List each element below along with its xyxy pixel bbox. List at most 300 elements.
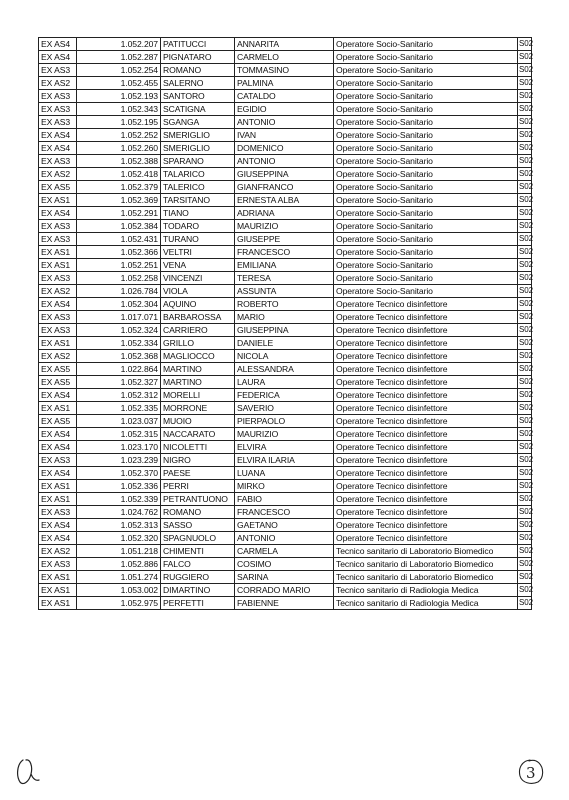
sede-cell: EX AS3	[39, 233, 77, 246]
profilo-cell: Operatore Socio-Sanitario	[334, 194, 518, 207]
codice-cell: S02	[518, 545, 532, 558]
nome-cell: PALMINA	[235, 77, 334, 90]
matricola-cell: 1.052.251	[77, 259, 161, 272]
profilo-cell: Tecnico sanitario di Radiologia Medica	[334, 597, 518, 610]
codice-cell: S02	[518, 584, 532, 597]
table-row	[39, 350, 532, 363]
matricola-cell: 1.052.366	[77, 246, 161, 259]
sede-cell: EX AS5	[39, 363, 77, 376]
sede-cell: EX AS3	[39, 558, 77, 571]
profilo-cell: Operatore Socio-Sanitario	[334, 38, 518, 51]
nome-cell: ANTONIO	[235, 116, 334, 129]
sede-cell: EX AS4	[39, 519, 77, 532]
cognome-cell: SALERNO	[161, 77, 235, 90]
sede-cell: EX AS3	[39, 103, 77, 116]
profilo-cell: Operatore Socio-Sanitario	[334, 142, 518, 155]
matricola-cell: 1.052.343	[77, 103, 161, 116]
nome-cell: CARMELO	[235, 51, 334, 64]
sede-cell: EX AS2	[39, 350, 77, 363]
profilo-cell: Operatore Tecnico disinfettore	[334, 337, 518, 350]
matricola-cell: 1.052.379	[77, 181, 161, 194]
profilo-cell: Operatore Socio-Sanitario	[334, 220, 518, 233]
codice-cell: S02	[518, 363, 532, 376]
sede-cell: EX AS1	[39, 493, 77, 506]
cognome-cell: CARRIERO	[161, 324, 235, 337]
nome-cell: GIANFRANCO	[235, 181, 334, 194]
profilo-cell: Tecnico sanitario di Laboratorio Biomedico	[334, 545, 518, 558]
nome-cell: CARMELA	[235, 545, 334, 558]
nome-cell: CATALDO	[235, 90, 334, 103]
table-row	[39, 116, 532, 129]
cognome-cell: MUOIO	[161, 415, 235, 428]
nome-cell: CORRADO MARIO	[235, 584, 334, 597]
cognome-cell: PATITUCCI	[161, 38, 235, 51]
sede-cell: EX AS3	[39, 506, 77, 519]
cognome-cell: TURANO	[161, 233, 235, 246]
codice-cell: S02	[518, 207, 532, 220]
sede-cell: EX AS2	[39, 285, 77, 298]
profilo-cell: Operatore Tecnico disinfettore	[334, 454, 518, 467]
sede-cell: EX AS4	[39, 428, 77, 441]
table-row	[39, 337, 532, 350]
sede-cell: EX AS3	[39, 454, 77, 467]
cognome-cell: SPAGNUOLO	[161, 532, 235, 545]
codice-cell: S02	[518, 155, 532, 168]
cognome-cell: PETRANTUONO	[161, 493, 235, 506]
table-row	[39, 90, 532, 103]
codice-cell: S02	[518, 246, 532, 259]
table-row	[39, 207, 532, 220]
cognome-cell: BARBAROSSA	[161, 311, 235, 324]
matricola-cell: 1.052.388	[77, 155, 161, 168]
table-row	[39, 493, 532, 506]
profilo-cell: Operatore Tecnico disinfettore	[334, 506, 518, 519]
nome-cell: LUANA	[235, 467, 334, 480]
profilo-cell: Operatore Socio-Sanitario	[334, 246, 518, 259]
codice-cell: S02	[518, 77, 532, 90]
nome-cell: EMILIANA	[235, 259, 334, 272]
matricola-cell: 1.052.254	[77, 64, 161, 77]
sede-cell: EX AS1	[39, 597, 77, 610]
table-row	[39, 584, 532, 597]
matricola-cell: 1.023.239	[77, 454, 161, 467]
profilo-cell: Operatore Socio-Sanitario	[334, 207, 518, 220]
personnel-table	[38, 37, 532, 610]
codice-cell: S02	[518, 298, 532, 311]
matricola-cell: 1.052.260	[77, 142, 161, 155]
table-row	[39, 272, 532, 285]
cognome-cell: TIANO	[161, 207, 235, 220]
matricola-cell: 1.052.336	[77, 480, 161, 493]
table-row	[39, 571, 532, 584]
table-row	[39, 532, 532, 545]
codice-cell: S02	[518, 597, 532, 610]
table-row	[39, 324, 532, 337]
codice-cell: S02	[518, 571, 532, 584]
table-row	[39, 129, 532, 142]
codice-cell: S02	[518, 428, 532, 441]
profilo-cell: Operatore Tecnico disinfettore	[334, 350, 518, 363]
cognome-cell: SMERIGLIO	[161, 142, 235, 155]
table-row	[39, 246, 532, 259]
nome-cell: FABIO	[235, 493, 334, 506]
codice-cell: S02	[518, 90, 532, 103]
matricola-cell: 1.052.418	[77, 168, 161, 181]
cognome-cell: AQUINO	[161, 298, 235, 311]
matricola-cell: 1.052.304	[77, 298, 161, 311]
sede-cell: EX AS1	[39, 337, 77, 350]
nome-cell: ANTONIO	[235, 532, 334, 545]
sede-cell: EX AS4	[39, 467, 77, 480]
cognome-cell: VIOLA	[161, 285, 235, 298]
nome-cell: ROBERTO	[235, 298, 334, 311]
codice-cell: S02	[518, 467, 532, 480]
sede-cell: EX AS3	[39, 272, 77, 285]
table-row	[39, 428, 532, 441]
cognome-cell: SGANGA	[161, 116, 235, 129]
matricola-cell: 1.053.002	[77, 584, 161, 597]
cognome-cell: RUGGIERO	[161, 571, 235, 584]
matricola-cell: 1.052.431	[77, 233, 161, 246]
matricola-cell: 1.022.864	[77, 363, 161, 376]
table-row	[39, 311, 532, 324]
matricola-cell: 1.052.313	[77, 519, 161, 532]
matricola-cell: 1.052.258	[77, 272, 161, 285]
codice-cell: S02	[518, 402, 532, 415]
codice-cell: S02	[518, 311, 532, 324]
sede-cell: EX AS1	[39, 402, 77, 415]
cognome-cell: SPARANO	[161, 155, 235, 168]
cognome-cell: TARSITANO	[161, 194, 235, 207]
sede-cell: EX AS1	[39, 480, 77, 493]
table-row	[39, 233, 532, 246]
codice-cell: S02	[518, 506, 532, 519]
cognome-cell: MARTINO	[161, 376, 235, 389]
matricola-cell: 1.052.195	[77, 116, 161, 129]
matricola-cell: 1.052.975	[77, 597, 161, 610]
codice-cell: S02	[518, 532, 532, 545]
matricola-cell: 1.052.324	[77, 324, 161, 337]
cognome-cell: TODARO	[161, 220, 235, 233]
table-row	[39, 77, 532, 90]
cognome-cell: VINCENZI	[161, 272, 235, 285]
cognome-cell: PERFETTI	[161, 597, 235, 610]
sede-cell: EX AS1	[39, 194, 77, 207]
cognome-cell: TALERICO	[161, 181, 235, 194]
table-row	[39, 259, 532, 272]
profilo-cell: Operatore Tecnico disinfettore	[334, 467, 518, 480]
nome-cell: ADRIANA	[235, 207, 334, 220]
nome-cell: MARIO	[235, 311, 334, 324]
table-row	[39, 402, 532, 415]
matricola-cell: 1.052.312	[77, 389, 161, 402]
sede-cell: EX AS4	[39, 441, 77, 454]
table-row	[39, 298, 532, 311]
cognome-cell: VELTRI	[161, 246, 235, 259]
matricola-cell: 1.052.335	[77, 402, 161, 415]
matricola-cell: 1.017.071	[77, 311, 161, 324]
sede-cell: EX AS3	[39, 155, 77, 168]
nome-cell: ASSUNTA	[235, 285, 334, 298]
sede-cell: EX AS1	[39, 571, 77, 584]
sede-cell: EX AS3	[39, 311, 77, 324]
cognome-cell: SCATIGNA	[161, 103, 235, 116]
table-row	[39, 38, 532, 51]
nome-cell: FEDERICA	[235, 389, 334, 402]
nome-cell: PIERPAOLO	[235, 415, 334, 428]
cognome-cell: NICOLETTI	[161, 441, 235, 454]
profilo-cell: Operatore Tecnico disinfettore	[334, 415, 518, 428]
codice-cell: S02	[518, 558, 532, 571]
table-row	[39, 506, 532, 519]
cognome-cell: PAESE	[161, 467, 235, 480]
codice-cell: S02	[518, 441, 532, 454]
cognome-cell: ROMANO	[161, 506, 235, 519]
nome-cell: IVAN	[235, 129, 334, 142]
sede-cell: EX AS4	[39, 129, 77, 142]
matricola-cell: 1.052.370	[77, 467, 161, 480]
sede-cell: EX AS3	[39, 116, 77, 129]
table-row	[39, 519, 532, 532]
cognome-cell: SASSO	[161, 519, 235, 532]
codice-cell: S02	[518, 38, 532, 51]
sede-cell: EX AS5	[39, 415, 77, 428]
codice-cell: S02	[518, 376, 532, 389]
matricola-cell: 1.052.369	[77, 194, 161, 207]
table-row	[39, 103, 532, 116]
codice-cell: S02	[518, 181, 532, 194]
codice-cell: S02	[518, 129, 532, 142]
codice-cell: S02	[518, 64, 532, 77]
profilo-cell: Operatore Socio-Sanitario	[334, 77, 518, 90]
codice-cell: S02	[518, 389, 532, 402]
profilo-cell: Operatore Socio-Sanitario	[334, 64, 518, 77]
codice-cell: S02	[518, 142, 532, 155]
sede-cell: EX AS5	[39, 376, 77, 389]
table-row	[39, 64, 532, 77]
matricola-cell: 1.052.455	[77, 77, 161, 90]
cognome-cell: ROMANO	[161, 64, 235, 77]
matricola-cell: 1.052.886	[77, 558, 161, 571]
table-row	[39, 597, 532, 610]
profilo-cell: Operatore Socio-Sanitario	[334, 168, 518, 181]
codice-cell: S02	[518, 220, 532, 233]
cognome-cell: CHIMENTI	[161, 545, 235, 558]
table-row	[39, 558, 532, 571]
codice-cell: S02	[518, 285, 532, 298]
table-row	[39, 285, 532, 298]
table-row	[39, 480, 532, 493]
nome-cell: TERESA	[235, 272, 334, 285]
matricola-cell: 1.052.334	[77, 337, 161, 350]
codice-cell: S02	[518, 519, 532, 532]
cognome-cell: NIGRO	[161, 454, 235, 467]
profilo-cell: Operatore Tecnico disinfettore	[334, 376, 518, 389]
sede-cell: EX AS4	[39, 298, 77, 311]
profilo-cell: Operatore Socio-Sanitario	[334, 259, 518, 272]
profilo-cell: Operatore Socio-Sanitario	[334, 116, 518, 129]
nome-cell: DANIELE	[235, 337, 334, 350]
table-row	[39, 155, 532, 168]
sede-cell: EX AS4	[39, 389, 77, 402]
sede-cell: EX AS4	[39, 51, 77, 64]
codice-cell: S02	[518, 233, 532, 246]
nome-cell: MAURIZIO	[235, 220, 334, 233]
table-row	[39, 51, 532, 64]
profilo-cell: Operatore Tecnico disinfettore	[334, 298, 518, 311]
table-row	[39, 142, 532, 155]
cognome-cell: PIGNATARO	[161, 51, 235, 64]
profilo-cell: Operatore Socio-Sanitario	[334, 285, 518, 298]
matricola-cell: 1.024.762	[77, 506, 161, 519]
nome-cell: LAURA	[235, 376, 334, 389]
nome-cell: GIUSEPPINA	[235, 324, 334, 337]
profilo-cell: Operatore Socio-Sanitario	[334, 90, 518, 103]
profilo-cell: Operatore Socio-Sanitario	[334, 272, 518, 285]
handwritten-scribble-mark	[14, 756, 40, 786]
profilo-cell: Operatore Socio-Sanitario	[334, 51, 518, 64]
profilo-cell: Tecnico sanitario di Laboratorio Biomedico	[334, 558, 518, 571]
matricola-cell: 1.023.170	[77, 441, 161, 454]
codice-cell: S02	[518, 480, 532, 493]
cognome-cell: PERRI	[161, 480, 235, 493]
cognome-cell: NACCARATO	[161, 428, 235, 441]
sede-cell: EX AS3	[39, 220, 77, 233]
codice-cell: S02	[518, 259, 532, 272]
sede-cell: EX AS1	[39, 259, 77, 272]
profilo-cell: Operatore Socio-Sanitario	[334, 233, 518, 246]
matricola-cell: 1.051.274	[77, 571, 161, 584]
table-row	[39, 454, 532, 467]
table-row	[39, 194, 532, 207]
profilo-cell: Tecnico sanitario di Radiologia Medica	[334, 584, 518, 597]
profilo-cell: Operatore Tecnico disinfettore	[334, 441, 518, 454]
sede-cell: EX AS2	[39, 77, 77, 90]
profilo-cell: Operatore Tecnico disinfettore	[334, 532, 518, 545]
codice-cell: S02	[518, 350, 532, 363]
nome-cell: ANTONIO	[235, 155, 334, 168]
codice-cell: S02	[518, 415, 532, 428]
matricola-cell: 1.052.193	[77, 90, 161, 103]
codice-cell: S02	[518, 272, 532, 285]
matricola-cell: 1.052.291	[77, 207, 161, 220]
codice-cell: S02	[518, 454, 532, 467]
cognome-cell: FALCO	[161, 558, 235, 571]
table-row	[39, 441, 532, 454]
profilo-cell: Operatore Tecnico disinfettore	[334, 428, 518, 441]
sede-cell: EX AS3	[39, 324, 77, 337]
cognome-cell: DIMARTINO	[161, 584, 235, 597]
nome-cell: ELVIRA	[235, 441, 334, 454]
profilo-cell: Operatore Socio-Sanitario	[334, 129, 518, 142]
codice-cell: S02	[518, 168, 532, 181]
matricola-cell: 1.052.384	[77, 220, 161, 233]
nome-cell: FRANCESCO	[235, 246, 334, 259]
nome-cell: MAURIZIO	[235, 428, 334, 441]
codice-cell: S02	[518, 116, 532, 129]
nome-cell: ERNESTA ALBA	[235, 194, 334, 207]
matricola-cell: 1.052.252	[77, 129, 161, 142]
table-row	[39, 389, 532, 402]
table-row	[39, 376, 532, 389]
profilo-cell: Operatore Socio-Sanitario	[334, 155, 518, 168]
handwritten-page-number	[517, 758, 545, 786]
cognome-cell: TALARICO	[161, 168, 235, 181]
nome-cell: MIRKO	[235, 480, 334, 493]
matricola-cell: 1.026.784	[77, 285, 161, 298]
table-row	[39, 363, 532, 376]
profilo-cell: Operatore Tecnico disinfettore	[334, 493, 518, 506]
sede-cell: EX AS3	[39, 90, 77, 103]
profilo-cell: Operatore Tecnico disinfettore	[334, 519, 518, 532]
matricola-cell: 1.052.327	[77, 376, 161, 389]
codice-cell: S02	[518, 51, 532, 64]
profilo-cell: Operatore Tecnico disinfettore	[334, 363, 518, 376]
profilo-cell: Operatore Socio-Sanitario	[334, 103, 518, 116]
nome-cell: FABIENNE	[235, 597, 334, 610]
matricola-cell: 1.052.368	[77, 350, 161, 363]
cognome-cell: MAGLIOCCO	[161, 350, 235, 363]
cognome-cell: MORELLI	[161, 389, 235, 402]
nome-cell: SAVERIO	[235, 402, 334, 415]
cognome-cell: GRILLO	[161, 337, 235, 350]
nome-cell: FRANCESCO	[235, 506, 334, 519]
sede-cell: EX AS5	[39, 181, 77, 194]
table-row	[39, 467, 532, 480]
matricola-cell: 1.052.339	[77, 493, 161, 506]
codice-cell: S02	[518, 324, 532, 337]
cognome-cell: SANTORO	[161, 90, 235, 103]
table-row	[39, 168, 532, 181]
sede-cell: EX AS4	[39, 532, 77, 545]
matricola-cell: 1.052.287	[77, 51, 161, 64]
nome-cell: EGIDIO	[235, 103, 334, 116]
profilo-cell: Tecnico sanitario di Laboratorio Biomedico	[334, 571, 518, 584]
matricola-cell: 1.052.207	[77, 38, 161, 51]
sede-cell: EX AS4	[39, 38, 77, 51]
nome-cell: ANNARITA	[235, 38, 334, 51]
matricola-cell: 1.023.037	[77, 415, 161, 428]
profilo-cell: Operatore Tecnico disinfettore	[334, 324, 518, 337]
nome-cell: COSIMO	[235, 558, 334, 571]
sede-cell: EX AS1	[39, 246, 77, 259]
personnel-table-body	[39, 38, 532, 610]
nome-cell: NICOLA	[235, 350, 334, 363]
profilo-cell: Operatore Tecnico disinfettore	[334, 389, 518, 402]
matricola-cell: 1.052.315	[77, 428, 161, 441]
nome-cell: GIUSEPPINA	[235, 168, 334, 181]
sede-cell: EX AS4	[39, 142, 77, 155]
nome-cell: GIUSEPPE	[235, 233, 334, 246]
profilo-cell: Operatore Tecnico disinfettore	[334, 402, 518, 415]
nome-cell: SARINA	[235, 571, 334, 584]
nome-cell: GAETANO	[235, 519, 334, 532]
table-row	[39, 220, 532, 233]
codice-cell: S02	[518, 493, 532, 506]
sede-cell: EX AS4	[39, 207, 77, 220]
cognome-cell: VENA	[161, 259, 235, 272]
profilo-cell: Operatore Tecnico disinfettore	[334, 480, 518, 493]
nome-cell: ELVIRA ILARIA	[235, 454, 334, 467]
codice-cell: S02	[518, 337, 532, 350]
profilo-cell: Operatore Socio-Sanitario	[334, 181, 518, 194]
nome-cell: TOMMASINO	[235, 64, 334, 77]
codice-cell: S02	[518, 194, 532, 207]
table-row	[39, 545, 532, 558]
table-row	[39, 181, 532, 194]
table-row	[39, 415, 532, 428]
cognome-cell: SMERIGLIO	[161, 129, 235, 142]
